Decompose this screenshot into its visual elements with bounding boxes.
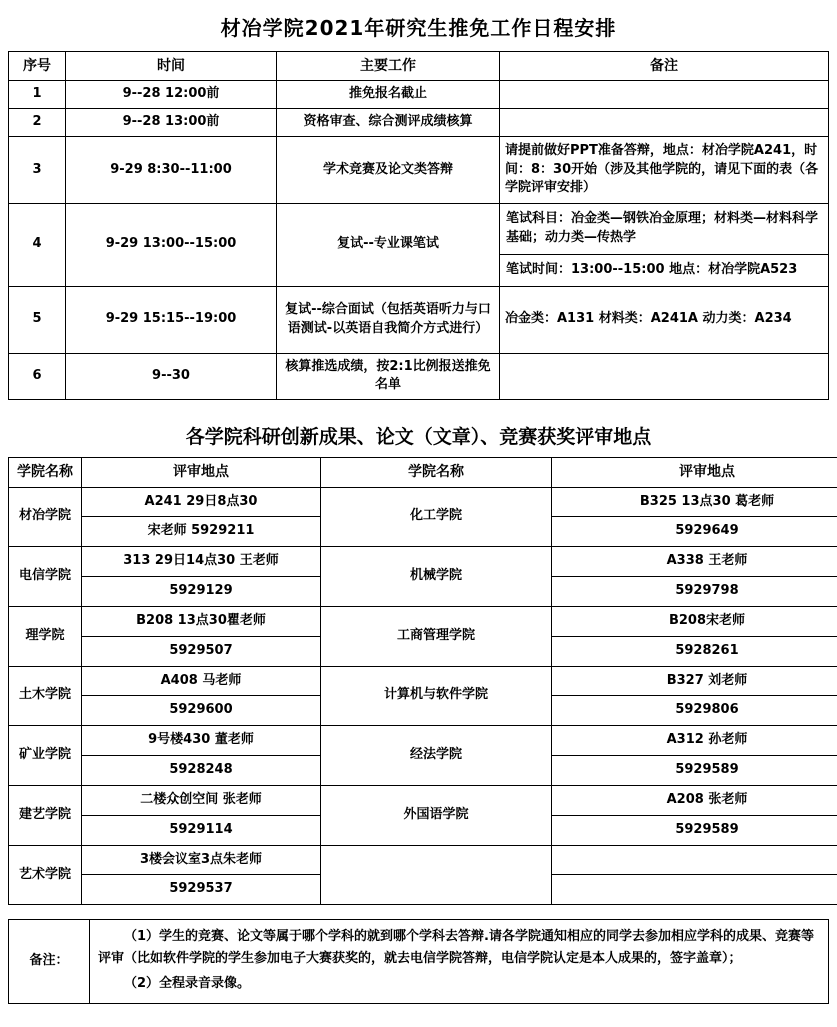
table-row <box>9 203 829 286</box>
table-row <box>9 666 837 726</box>
college-name: 矿业学院 <box>9 726 82 786</box>
college-name: 外国语学院 <box>321 785 552 845</box>
college-name: 艺术学院 <box>9 845 82 905</box>
row-no: 1 <box>9 81 66 109</box>
venue-cell <box>552 666 837 726</box>
row-work: 核算推选成绩，按2:1比例报送推免名单 <box>277 353 500 400</box>
remark-table <box>8 919 829 1003</box>
section-divider <box>8 400 829 418</box>
college-name: 电信学院 <box>9 547 82 607</box>
college-name <box>321 845 552 905</box>
header-college-name: 学院名称 <box>9 458 82 487</box>
row-note <box>500 353 829 400</box>
row-note: 冶金类：A131 材料类：A241A 动力类：A234 <box>500 286 829 353</box>
venue-contact: 5928248 <box>82 755 320 785</box>
row-work: 复试--综合面试（包括英语听力与口语测试-以英语自我简介方式进行） <box>277 286 500 353</box>
row-no: 4 <box>9 203 66 286</box>
table-row <box>9 286 829 353</box>
row-time: 9-29 13:00--15:00 <box>66 203 277 286</box>
college-name: 机械学院 <box>321 547 552 607</box>
row-note-part-1: 笔试科目：冶金类—钢铁冶金原理；材料类—材料科学基础；动力类—传热学 <box>506 210 819 245</box>
venue-contact: 5929129 <box>82 576 320 606</box>
remark-row <box>9 920 829 1003</box>
venue-line: B208宋老师 <box>668 612 746 628</box>
venue-line: A208 张老师 <box>666 791 748 807</box>
venue-contact: 5929589 <box>552 815 837 845</box>
header-college-name-2: 学院名称 <box>321 458 552 487</box>
venue-line: 9号楼430 董老师 <box>148 732 254 748</box>
table-header-row <box>9 458 837 487</box>
college-name: 经法学院 <box>321 726 552 786</box>
venue-cell <box>552 606 837 666</box>
row-note <box>500 81 829 109</box>
venue-cell <box>552 547 837 607</box>
venues-title: 各学院科研创新成果、论文（文章）、竞赛获奖评审地点 <box>185 426 652 449</box>
table-row <box>9 726 837 786</box>
venue-contact: 5929114 <box>82 815 320 845</box>
venue-line: B327 刘老师 <box>666 672 748 688</box>
remark-line-2: （2）全程录音录像。 <box>124 975 251 991</box>
page-title: 材冶学院2021年研究生推免工作日程安排 <box>220 16 617 40</box>
venue-cell <box>82 547 321 607</box>
remark-label: 备注： <box>9 920 90 1003</box>
venue-line: 3楼会议室3点朱老师 <box>139 851 263 867</box>
header-no: 序号 <box>9 52 66 81</box>
venue-cell <box>552 785 837 845</box>
table-row <box>9 606 837 666</box>
row-note <box>500 203 829 286</box>
venue-cell <box>82 726 321 786</box>
table-row <box>9 547 837 607</box>
venue-contact: 5928261 <box>552 636 837 666</box>
college-name: 化工学院 <box>321 487 552 547</box>
college-name: 建艺学院 <box>9 785 82 845</box>
venue-line: 二楼众创空间 张老师 <box>140 791 262 807</box>
venue-cell <box>552 845 837 905</box>
header-note: 备注 <box>500 52 829 81</box>
row-time: 9-29 15:15--19:00 <box>66 286 277 353</box>
venue-cell <box>82 845 321 905</box>
row-time: 9--30 <box>66 353 277 400</box>
college-name: 土木学院 <box>9 666 82 726</box>
venue-line: A312 孙老师 <box>666 732 748 748</box>
header-venue-2: 评审地点 <box>552 458 837 487</box>
venue-contact: 宋老师 5929211 <box>82 516 320 546</box>
college-name: 计算机与软件学院 <box>321 666 552 726</box>
remark-body <box>90 920 829 1003</box>
table-row <box>9 81 829 109</box>
row-no: 2 <box>9 109 66 137</box>
venue-contact: 5929806 <box>552 695 837 725</box>
college-name: 理学院 <box>9 606 82 666</box>
row-work: 复试--专业课笔试 <box>277 203 500 286</box>
schedule-table <box>8 51 829 400</box>
table-row <box>9 109 829 137</box>
venue-cell <box>82 666 321 726</box>
venue-cell <box>552 726 837 786</box>
venue-line: A241 29日8点30 <box>144 493 258 509</box>
header-work: 主要工作 <box>277 52 500 81</box>
table-row <box>9 785 837 845</box>
table-header-row <box>9 52 829 81</box>
venue-cell <box>82 606 321 666</box>
row-note-part-2: 笔试时间：13:00--15:00 地点：材冶学院A523 <box>500 254 828 286</box>
venue-contact: 5929589 <box>552 755 837 785</box>
row-no: 6 <box>9 353 66 400</box>
row-note: 请提前做好PPT准备答辩，地点：材冶学院A241，时间：8：30开始（涉及其他学院的，请见下面的表（各学院评审安排） <box>500 136 829 203</box>
table-row <box>9 136 829 203</box>
row-time: 9--28 13:00前 <box>66 109 277 137</box>
header-time: 时间 <box>66 52 277 81</box>
college-name: 工商管理学院 <box>321 606 552 666</box>
venue-cell <box>552 487 837 547</box>
header-venue: 评审地点 <box>82 458 321 487</box>
venue-cell <box>82 487 321 547</box>
row-work: 学术竞赛及论文类答辩 <box>277 136 500 203</box>
venue-cell <box>82 785 321 845</box>
row-work: 资格审查、综合测评成绩核算 <box>277 109 500 137</box>
venues-table <box>8 457 837 905</box>
college-name: 材冶学院 <box>9 487 82 547</box>
venue-contact <box>552 874 837 885</box>
table-row <box>9 487 837 547</box>
row-time: 9--28 12:00前 <box>66 81 277 109</box>
venue-line: A338 王老师 <box>666 553 748 569</box>
row-work: 推免报名截止 <box>277 81 500 109</box>
venue-line: A408 马老师 <box>160 672 242 688</box>
row-note <box>500 109 829 137</box>
venue-contact: 5929507 <box>82 636 320 666</box>
venue-line: 313 29日14点30 王老师 <box>123 553 279 569</box>
venue-line: B325 13点30 葛老师 <box>639 493 775 509</box>
venue-contact: 5929600 <box>82 695 320 725</box>
venue-contact: 5929798 <box>552 576 837 606</box>
row-no: 5 <box>9 286 66 353</box>
remark-line-1: （1）学生的竞赛、论文等属于哪个学科的就到哪个学科去答辩.请各学院通知相应的同学去参加相应学科的成果、竞赛等评审（比如软件学院的学生参加电子大赛获奖的，就去电信学院答辩，电信学院认定是本人成果的，签字盖章）； <box>98 929 814 967</box>
venue-line <box>552 864 837 874</box>
venue-contact: 5929537 <box>82 874 320 904</box>
row-time: 9-29 8:30--11:00 <box>66 136 277 203</box>
table-row <box>9 845 837 905</box>
venue-contact: 5929649 <box>552 516 837 546</box>
table-row <box>9 353 829 400</box>
venue-line: B208 13点30瞿老师 <box>136 612 266 628</box>
row-no: 3 <box>9 136 66 203</box>
